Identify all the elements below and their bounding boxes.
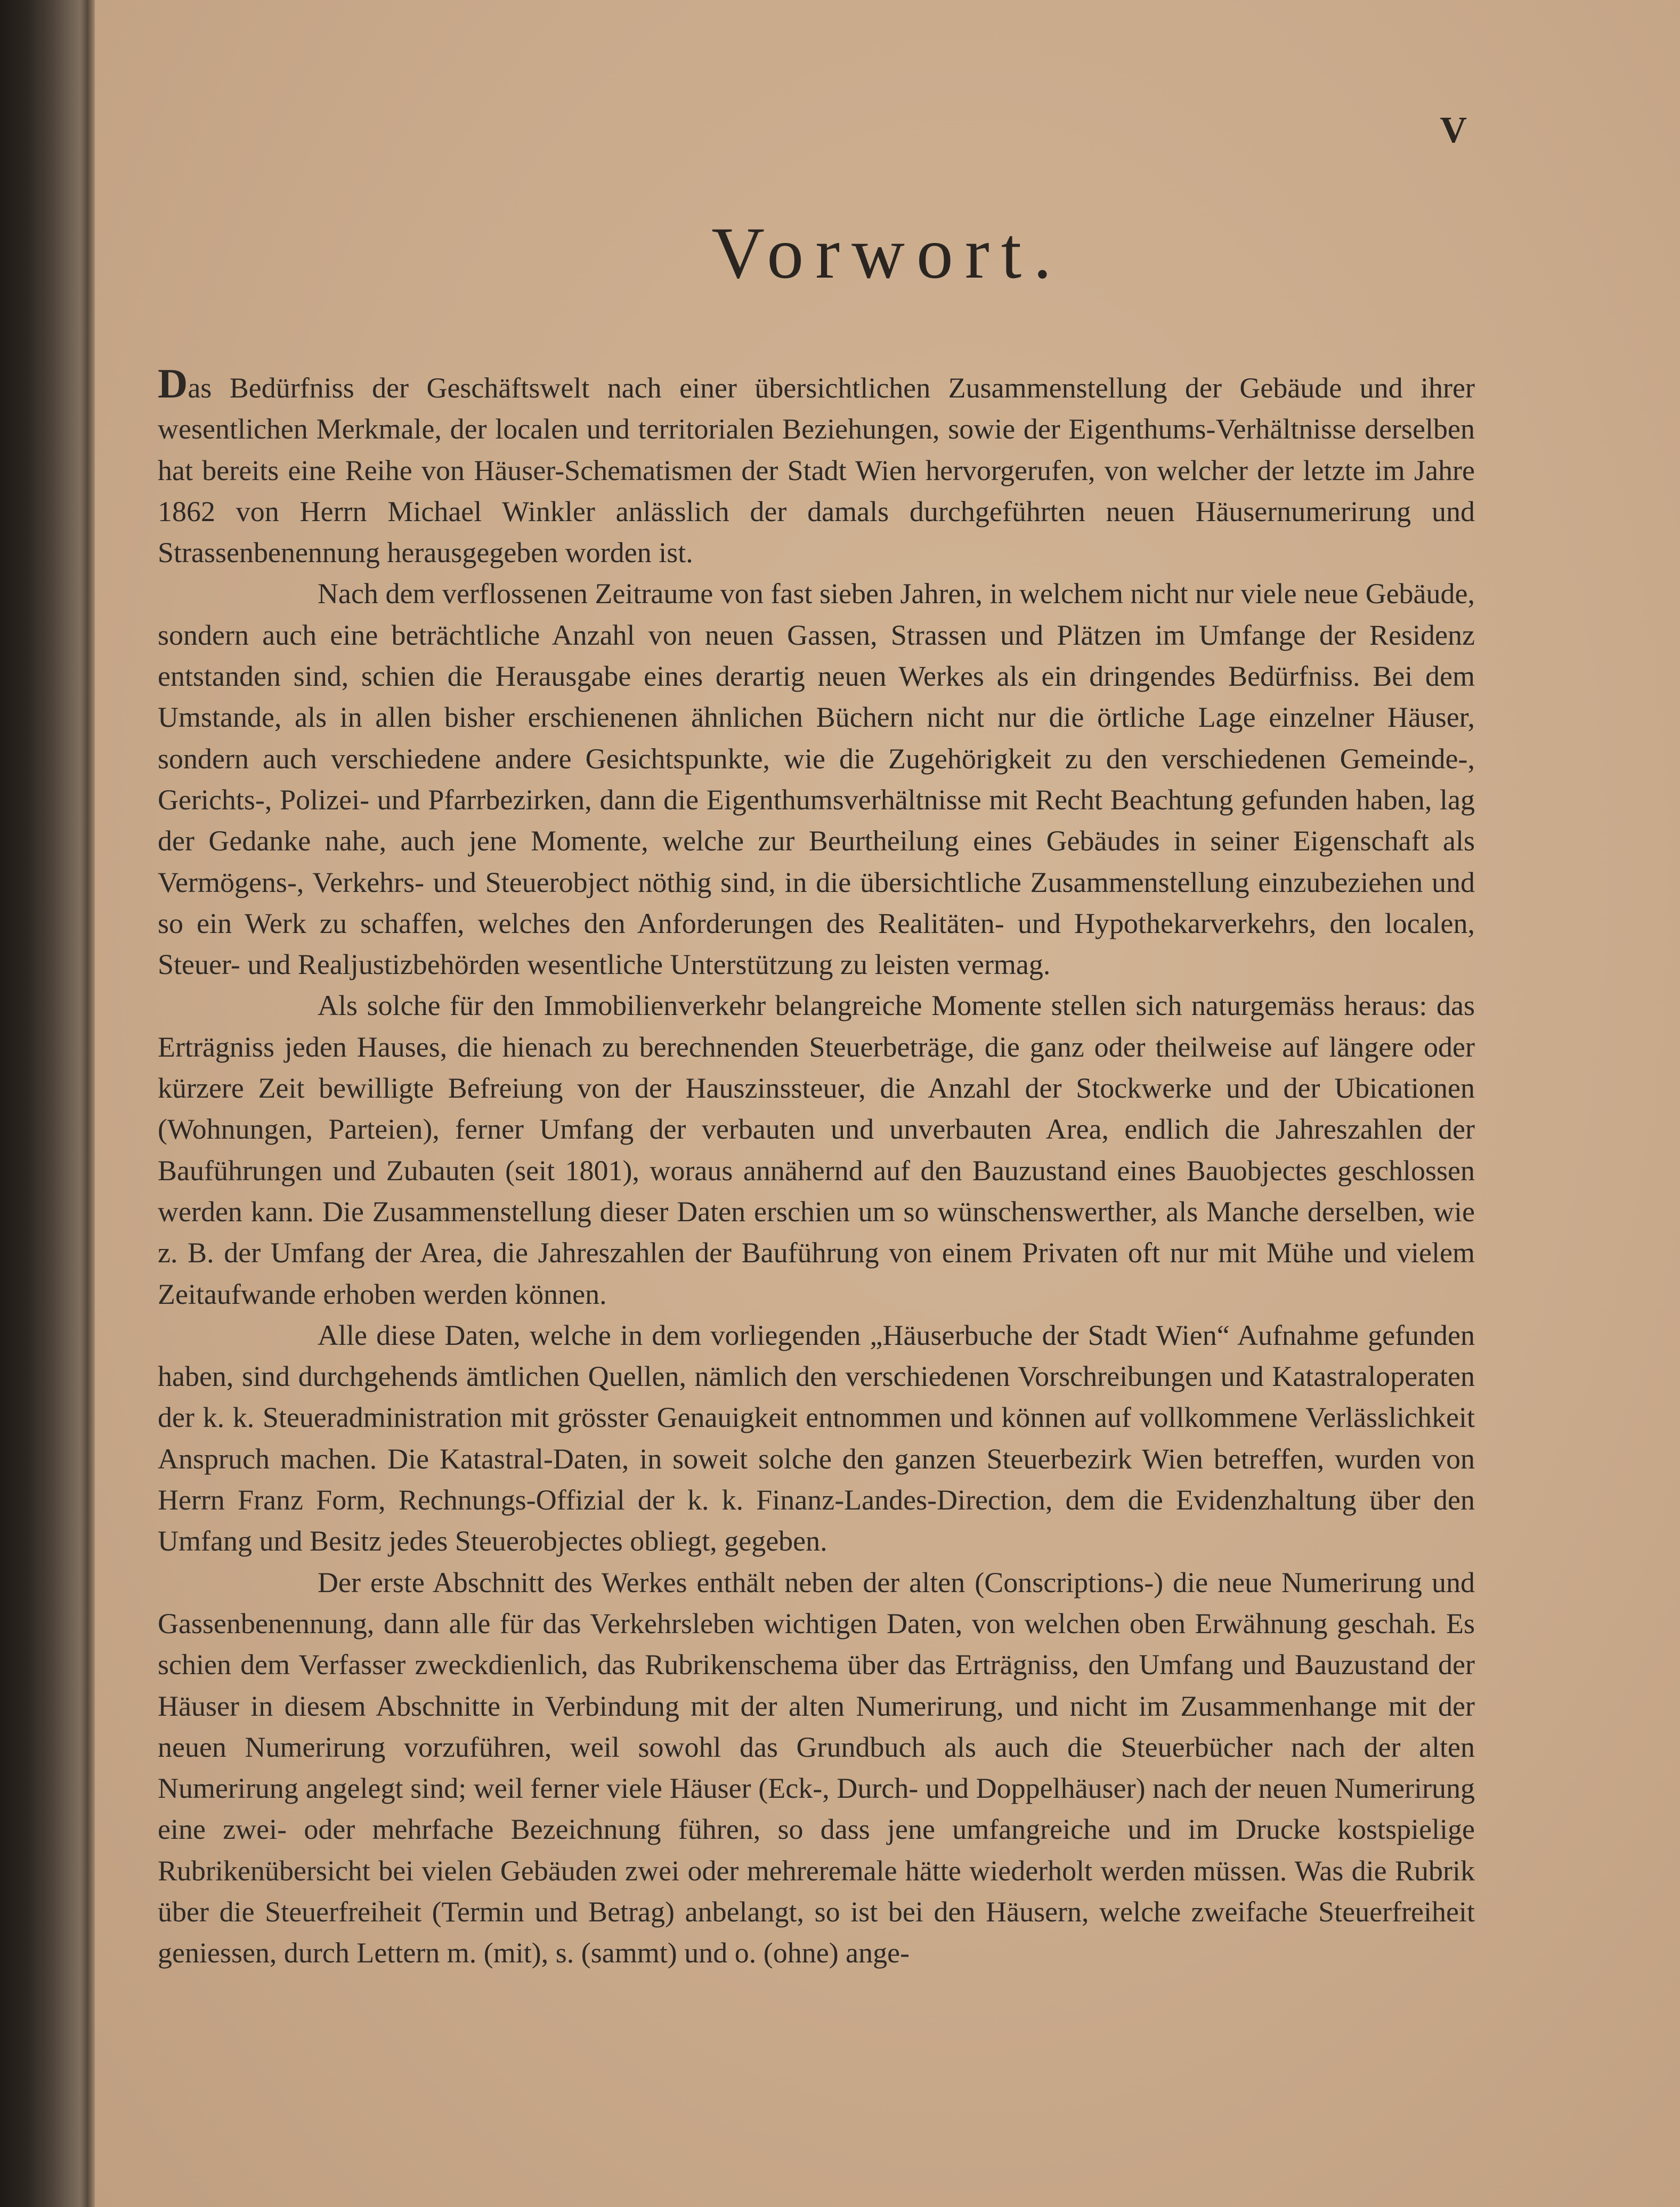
drop-cap-initial: D <box>158 360 188 407</box>
paragraph-5: Der erste Abschnitt des Werkes enthält neben der alten (Conscriptions-) die neue Numerirung und Gassenbenennung, dann alle für das Verkehrsleben wichtigen Daten, von welchen oben Erwähnung geschah. Es schien dem Verfasser zweckdienlich, das Rubrikenschema über das Erträgniss, den Umfang und Bauzustand der Häuser in diesem Abschnitte in Verbindung mit der alten Numerirung, und nicht im Zusammenhange mit der neuen Numerirung vorzuführen, weil sowohl das Grundbuch als auch die Steuerbücher nach der alten Numerirung angelegt sind; weil ferner viele Häuser (Eck-, Durch- und Doppelhäuser) nach der neuen Numerirung eine zwei- oder mehrfache Bezeichnung führen, so dass jene umfangreiche und im Drucke kostspielige Rubrikenübersicht bei vielen Gebäuden zwei oder mehreremale hätte wiederholt werden müssen. Was die Rubrik über die Steuerfreiheit (Termin und Betrag) anbelangt, so ist bei den Häusern, welche zweifache Steuerfreiheit geniessen, durch Lettern m. (mit), s. (sammt) und o. (ohne) ange- <box>158 1566 1475 1969</box>
page-gutter-shadow <box>80 0 95 2207</box>
paragraph-3: Als solche für den Immobilienverkehr belangreiche Momente stellen sich naturgemäss heraus: das Erträgniss jeden Hauses, die hienach zu berechnenden Steuerbeträge, die ganz oder theilweise auf längere oder kürzere Zeit bewilligte Befreiung von der Hauszinssteuer, die Anzahl der Stockwerke und der Ubicationen (Wohnungen, Parteien), ferner Umfang der verbauten und unverbauten Area, endlich die Jahreszahlen der Bauführungen und Zubauten (seit 1801), woraus annähernd auf den Bauzustand eines Bauobjectes geschlossen werden kann. Die Zusammenstellung dieser Daten erschien um so wünschenswerther, als Manche derselben, wie z. B. der Umfang der Area, die Jahreszahlen der Bauführung von einem Privaten oft nur mit Mühe und vielem Zeitaufwande erhoben werden können. <box>158 989 1475 1310</box>
paragraph-1 <box>158 360 1475 573</box>
paragraph-2: Nach dem verflossenen Zeitraume von fast sieben Jahren, in welchem nicht nur viele neue Gebäude, sondern auch eine beträchtliche Anzahl von neuen Gassen, Strassen und Plätzen im Umfange der Residenz entstanden sind, schien die Herausgabe eines derartig neuen Werkes als ein dringendes Bedürfniss. Bei dem Umstande, als in allen bisher erschienenen ähnlichen Büchern nicht nur die örtliche Lage einzelner Häuser, sondern auch verschiedene andere Gesichtspunkte, wie die Zugehörigkeit zu den verschiedenen Gemeinde-, Gerichts-, Polizei- und Pfarrbezirken, dann die Eigenthumsverhältnisse mit Recht Beachtung gefunden haben, lag der Gedanke nahe, auch jene Momente, welche zur Beurtheilung eines Gebäudes in seiner Eigenschaft als Vermögens-, Verkehrs- und Steuerobject nöthig sind, in die übersichtliche Zusammenstellung einzubeziehen und so ein Werk zu schaffen, welches den Anforderungen des Realitäten- und Hypothekarverkehrs, den localen, Steuer- und Realjustizbehörden wesentliche Unterstützung zu leisten vermag. <box>158 578 1475 981</box>
paragraph-4: Alle diese Daten, welche in dem vorliegenden „Häuserbuche der Stadt Wien“ Aufnahme gefunden haben, sind durchgehends ämtlichen Quellen, nämlich den verschiedenen Vorschreibungen und Katastraloperaten der k. k. Steueradministration mit grösster Genauigkeit entnommen und können auf vollkommene Verlässlichkeit Anspruch machen. Die Katastral-Daten, in soweit solche den ganzen Steuerbezirk Wien betreffen, wurden von Herrn Franz Form, Rechnungs-Offizial der k. k. Finanz-Landes-Direction, dem die Evidenzhaltung über den Umfang und Besitz jedes Steuerobjectes obliegt, gegeben. <box>158 1319 1475 1557</box>
paragraph-1-text: as Bedürfniss der Geschäftswelt nach einer übersichtlichen Zusammenstellung der Gebäude und ihrer wesentlichen Merkmale, der localen und territorialen Beziehungen, sowie der Eigenthums-Verhältnisse derselben hat bereits eine Reihe von Häuser-Schematismen der Stadt Wien hervorgerufen, von welcher der letzte im Jahre 1862 von Herrn Michael Winkler anlässlich der damals durchgeführten neuen Häusernumerirung und Strassenbenennung herausgegeben worden ist. <box>158 372 1475 569</box>
page-title: Vorwort. <box>711 212 1064 294</box>
preface-body <box>158 360 1475 1974</box>
page-number: V <box>1440 110 1467 151</box>
